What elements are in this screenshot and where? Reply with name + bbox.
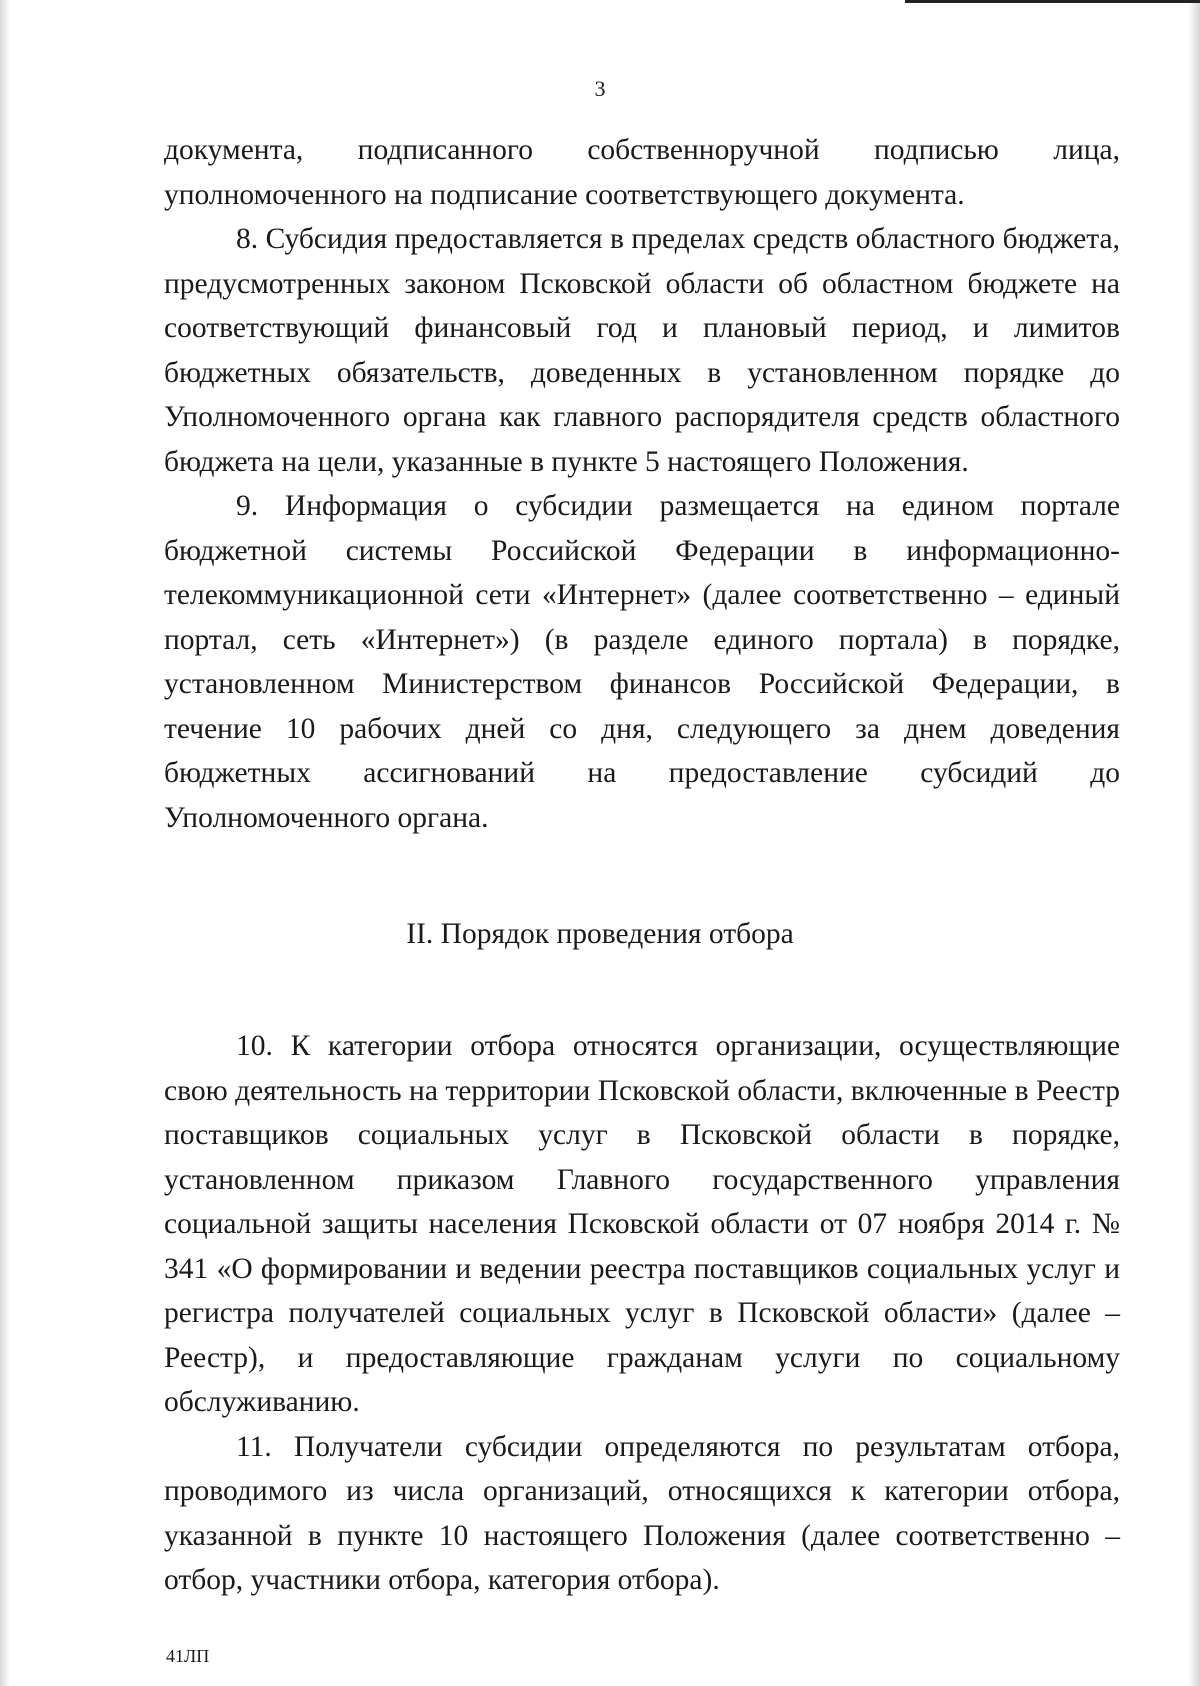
paragraph-11: 11. Получатели субсидии определяются по результатам отбора, проводимого из числа организаций, относящихся к категории отбора, указанной в пункте 10 настоящего Положения (далее соответственно – отбор, участники отбора, категория отбора).: [164, 1430, 1120, 1596]
scan-edge-right: [1188, 0, 1200, 1686]
page-number: 3: [594, 76, 606, 101]
paragraph-8: 8. Субсидия предоставляется в пределах средств областного бюджета, предусмотренных законом Псковской области об областном бюджете на соответствующий финансовый год и плановый период, и лимитов бюджетных обязательств, доведенных в установленном порядке до Уполномоченного органа как главного распорядителя средств областного бюджета на цели, указанные в пункте 5 настоящего Положения.: [164, 223, 1120, 478]
continuation-paragraph: документа, подписанного собственноручной подписью лица, уполномоченного на подписание соответствующего документа.: [164, 134, 1120, 211]
section-heading: II. Порядок проведения отбора: [406, 918, 794, 950]
top-rule: [905, 0, 1200, 3]
section-1-body: [164, 128, 1120, 840]
paragraph-10: 10. К категории отбора относятся организации, осуществляющие свою деятельность на территории Псковской области, включенные в Реестр поставщиков социальных услуг в Псковской области в порядке, установленном приказом Главного государственного управления социальной защиты населения Псковской области от 07 ноября 2014 г. № 341 «О формировании и ведении реестра поставщиков социальных услуг и регистра получателей социальных услуг в Псковской области» (далее – Реестр), и предоставляющие гражданам услуги по социальному обслуживанию.: [164, 1030, 1120, 1418]
section-2-body: [164, 1024, 1120, 1603]
paragraph-9: 9. Информация о субсидии размещается на едином портале бюджетной системы Российской Федерации в информационно-телекоммуникационной сети «Интернет» (далее соответственно – единый портал, сеть «Интернет») (в разделе единого портала) в порядке, установленном Министерством финансов Российской Федерации, в течение 10 рабочих дней со дня, следующего за днем доведения бюджетных ассигнований на предоставление субсидий до Уполномоченного органа.: [164, 490, 1120, 834]
footer-code: 41ЛП: [166, 1646, 210, 1666]
scan-edge-left: [0, 0, 10, 1686]
